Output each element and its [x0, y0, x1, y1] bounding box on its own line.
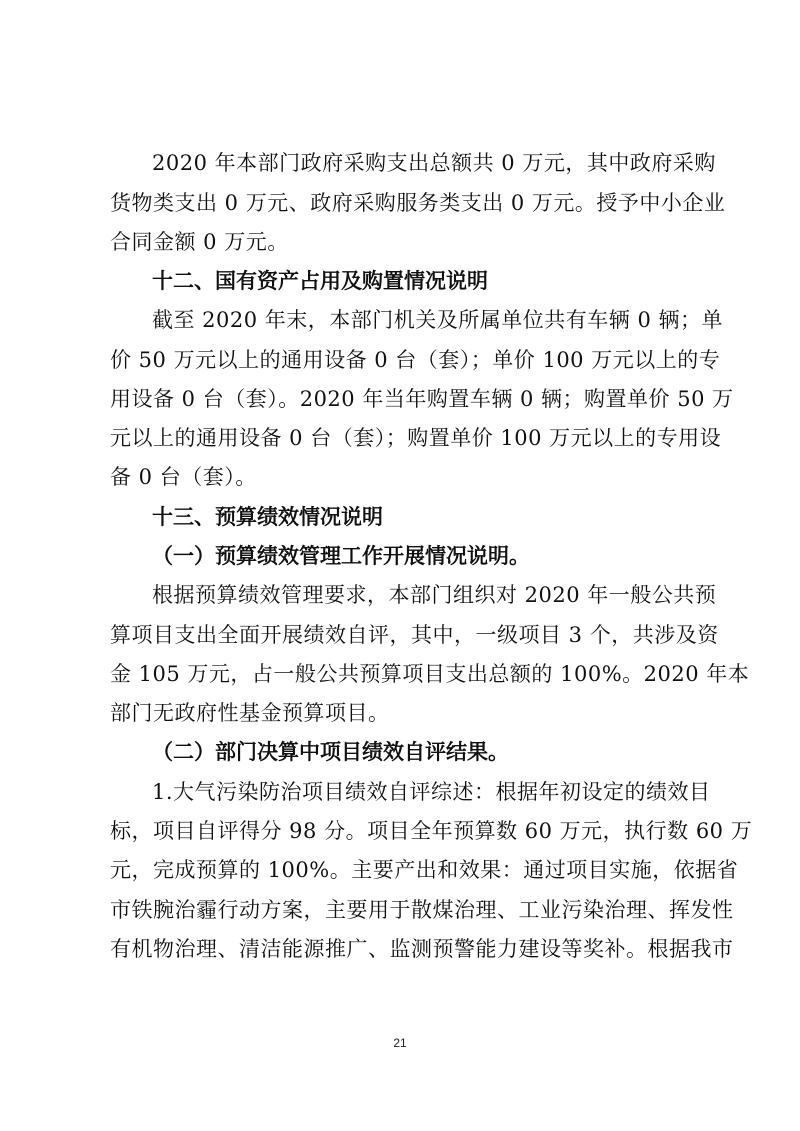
text-line: 有机物治理、清洁能源推广、监测预警能力建设等奖补。根据我市 — [110, 937, 734, 961]
text-line: 元，完成预算的 100%。主要产出和效果：通过项目实施，依据省 — [110, 858, 739, 882]
sub-heading: （一）预算绩效管理工作开展情况说明。 — [152, 544, 530, 568]
text-line: 市铁腕治霾行动方案，主要用于散煤治理、工业污染治理、挥发性 — [110, 898, 734, 922]
text-line: 金 105 万元，占一般公共预算项目支出总额的 100%。2020 年本 — [110, 662, 750, 686]
text-line: 截至 2020 年末，本部门机关及所属单位共有车辆 0 辆；单 — [152, 308, 724, 332]
text-line: 2020 年本部门政府采购支出总额共 0 万元，其中政府采购 — [152, 151, 716, 175]
text-line: 备 0 台（套）。 — [110, 465, 257, 489]
text-line: 价 50 万元以上的通用设备 0 台（套）；单价 100 万元以上的专 — [110, 348, 721, 372]
sub-heading: （二）部门决算中项目绩效自评结果。 — [152, 740, 509, 764]
text-line: 1.大气污染防治项目绩效自评综述：根据年初设定的绩效目 — [152, 780, 711, 804]
text-line: 元以上的通用设备 0 台（套）；购置单价 100 万元以上的专用设 — [110, 426, 722, 450]
text-line: 根据预算绩效管理要求，本部门组织对 2020 年一般公共预 — [152, 583, 717, 607]
text-line: 算项目支出全面开展绩效自评，其中，一级项目 3 个，共涉及资 — [110, 623, 719, 647]
text-line: 标，项目自评得分 98 分。项目全年预算数 60 万元，执行数 60 万 — [110, 819, 753, 843]
section-heading: 十三、预算绩效情况说明 — [152, 505, 383, 529]
text-line: 用设备 0 台（套）。2020 年当年购置车辆 0 辆；购置单价 50 万 — [110, 387, 734, 411]
text-line: 合同金额 0 万元。 — [110, 230, 289, 254]
text-line: 部门无政府性基金预算项目。 — [110, 701, 390, 725]
text-line: 货物类支出 0 万元、政府采购服务类支出 0 万元。授予中小企业 — [110, 191, 726, 215]
section-heading: 十二、国有资产占用及购置情况说明 — [152, 269, 488, 293]
page-number: 21 — [393, 1036, 407, 1050]
